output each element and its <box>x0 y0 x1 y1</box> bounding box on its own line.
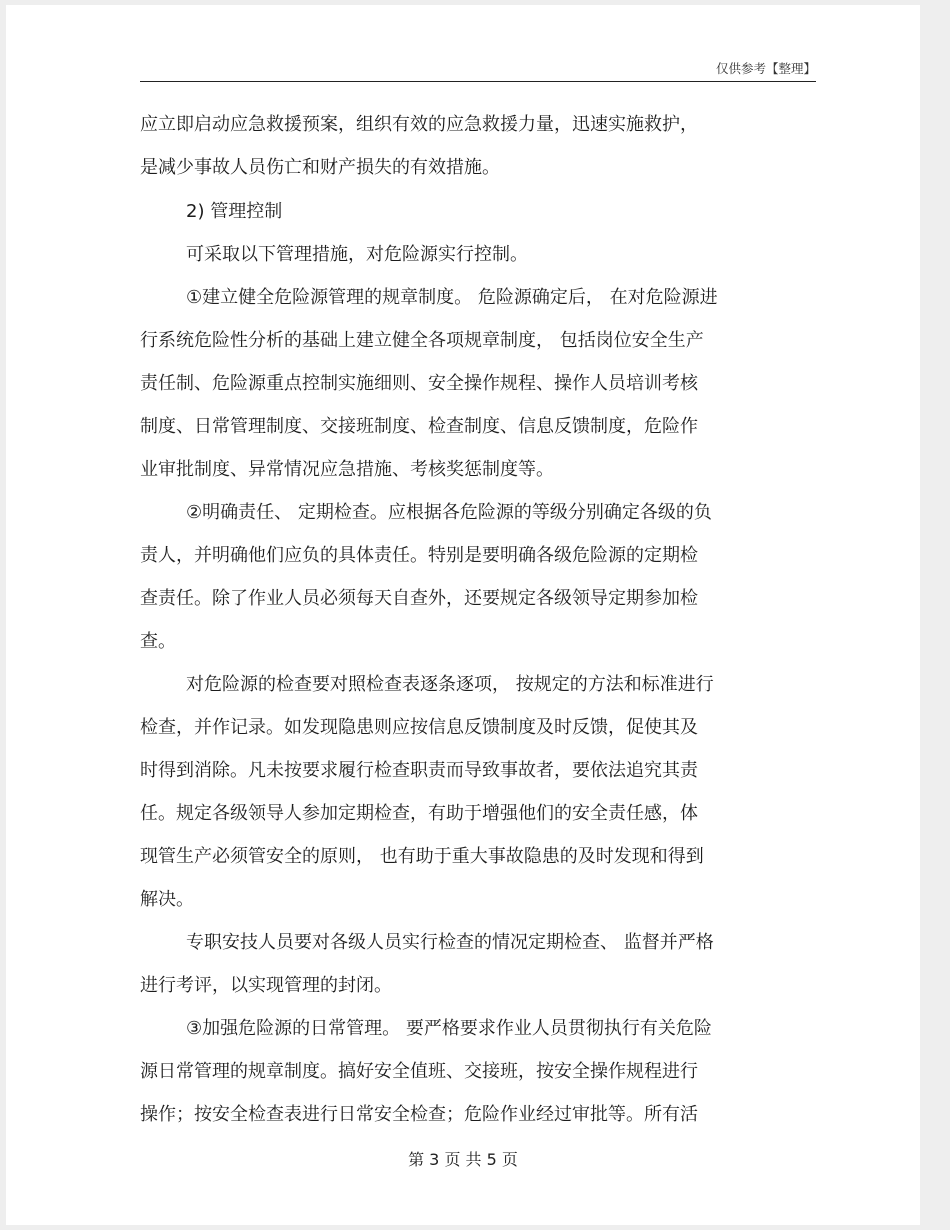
body-line: 责人，并明确他们应负的具体责任。特别是要明确各级危险源的定期检 <box>140 545 698 566</box>
page-header: 仅供参考【整理】 <box>140 57 816 82</box>
body-line: 查责任。除了作业人员必须每天自查外，还要规定各级领导定期参加检 <box>140 588 698 609</box>
body-line: ③加强危险源的日常管理。 要严格要求作业人员贯彻执行有关危险 <box>186 1018 712 1039</box>
body-line: ②明确责任、 定期检查。应根据各危险源的等级分别确定各级的负 <box>186 502 712 523</box>
body-line: 操作；按安全检查表进行日常安全检查；危险作业经过审批等。所有活 <box>140 1104 698 1125</box>
body-line: 对危险源的检查要对照检查表逐条逐项， 按规定的方法和标准进行 <box>186 674 714 695</box>
section-heading: 2) 管理控制 <box>186 201 283 222</box>
document-page <box>6 5 920 1225</box>
body-line: 是减少事故人员伤亡和财产损失的有效措施。 <box>140 157 500 178</box>
page-footer: 第 3 页 共 5 页 <box>408 1150 518 1169</box>
body-line: 可采取以下管理措施，对危险源实行控制。 <box>186 244 528 265</box>
body-line: 应立即启动应急救援预案，组织有效的应急救援力量，迅速实施救护， <box>140 114 698 135</box>
body-line: 责任制、危险源重点控制实施细则、安全操作规程、操作人员培训考核 <box>140 373 698 394</box>
body-line: 专职安技人员要对各级人员实行检查的情况定期检查、 监督并严格 <box>186 932 714 953</box>
body-line: 业审批制度、异常情况应急措施、考核奖惩制度等。 <box>140 459 554 480</box>
body-line: 检查，并作记录。如发现隐患则应按信息反馈制度及时反馈，促使其及 <box>140 717 698 738</box>
body-line: 现管生产必须管安全的原则， 也有助于重大事故隐患的及时发现和得到 <box>140 846 704 867</box>
body-line: 源日常管理的规章制度。搞好安全值班、交接班，按安全操作规程进行 <box>140 1061 698 1082</box>
body-line: 解决。 <box>140 889 194 910</box>
body-line: 时得到消除。凡未按要求履行检查职责而导致事故者，要依法追究其责 <box>140 760 698 781</box>
body-line: 行系统危险性分析的基础上建立健全各项规章制度， 包括岗位安全生产 <box>140 330 704 351</box>
body-line: 进行考评，以实现管理的封闭。 <box>140 975 392 996</box>
body-line: 查。 <box>140 631 176 652</box>
body-line: 任。规定各级领导人参加定期检查，有助于增强他们的安全责任感，体 <box>140 803 698 824</box>
body-line: 制度、日常管理制度、交接班制度、检查制度、信息反馈制度，危险作 <box>140 416 698 437</box>
body-line: ①建立健全危险源管理的规章制度。 危险源确定后， 在对危险源进 <box>186 287 718 308</box>
